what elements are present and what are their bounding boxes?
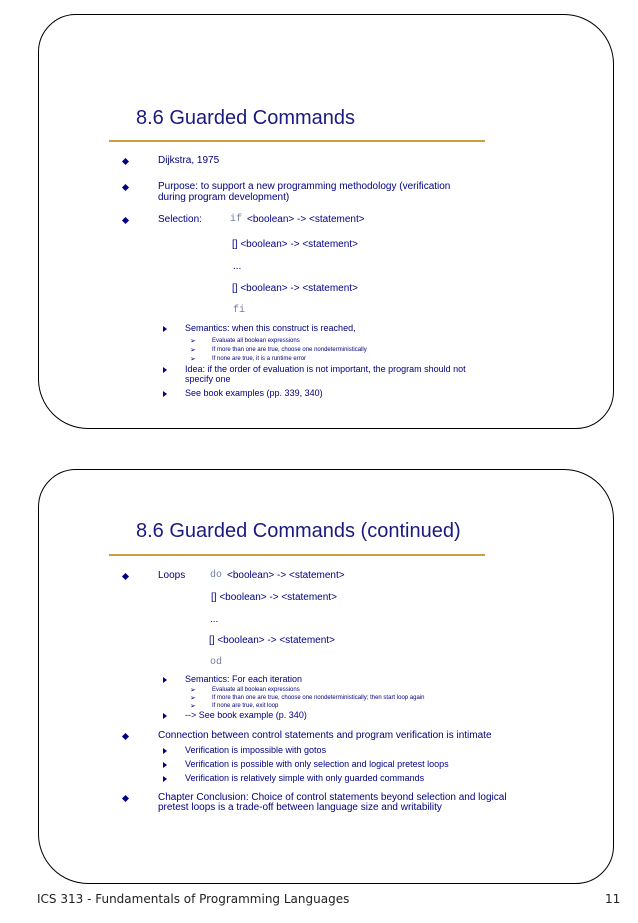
verification-2: Verification is possible with only selection and logical pretest loops [185,759,449,769]
semantics-sub-2: If more than one are true, choose one nondeterministically [212,347,367,353]
title-divider [109,554,485,556]
bullet-purpose-line2: during program development) [158,192,290,203]
idea-line2: specify one [185,374,231,384]
conclusion-line1: Chapter Conclusion: Choice of control statements beyond selection and logical [158,792,507,803]
loop-semantics: Semantics: For each iteration [185,674,303,684]
slide-title: 8.6 Guarded Commands [136,107,356,129]
chevron-bullet-icon: ➢ [190,338,196,345]
page-number: 11 [605,892,621,906]
diamond-bullet-icon [122,733,129,740]
slide-title: 8.6 Guarded Commands (continued) [136,520,461,542]
arrow-bullet-icon [163,713,167,719]
verification-3: Verification is relatively simple with only guarded commands [185,773,425,783]
loop-sem-sub-3: If none are true, exit loop [212,703,279,709]
verification-1: Verification is impossible with gotos [185,745,327,755]
keyword-fi: fi [233,305,246,316]
selection-ellipsis: ... [233,261,242,272]
arrow-bullet-icon [163,762,167,768]
idea-line1: Idea: if the order of evaluation is not important, the program should not [185,364,466,374]
bullet-purpose-line1: Purpose: to support a new programming methodology (verification [158,181,451,192]
connection-text: Connection between control statements and program verification is intimate [158,730,492,741]
loop-ellipsis: ... [210,614,219,625]
diamond-bullet-icon [122,573,129,580]
keyword-od: od [210,657,223,668]
footer-course: ICS 313 - Fundamentals of Programming Languages [37,892,350,906]
keyword-if: if [230,214,243,225]
loop-sem-sub-2: If more than one are true, choose one nondeterministically; then start loop again [212,695,425,701]
loop-sem-sub-1: Evaluate all boolean expressions [212,687,300,693]
diamond-bullet-icon [122,217,129,224]
semantics-sub-3: If none are true, it is a runtime error [212,356,307,362]
chevron-bullet-icon: ➢ [190,356,196,363]
diamond-bullet-icon [122,795,129,802]
semantics-sub-1: Evaluate all boolean expressions [212,338,300,344]
arrow-bullet-icon [163,677,167,683]
chevron-bullet-icon: ➢ [190,703,196,710]
loop-example: --> See book example (p. 340) [185,710,307,720]
slide-1 [38,14,614,429]
diamond-bullet-icon [122,184,129,191]
loop-line-1: <boolean> -> <statement> [227,570,345,581]
examples-text: See book examples (pp. 339, 340) [185,388,323,398]
diamond-bullet-icon [122,158,129,165]
chevron-bullet-icon: ➢ [190,695,196,702]
arrow-bullet-icon [163,326,167,332]
chevron-bullet-icon: ➢ [190,687,196,694]
keyword-do: do [210,570,223,581]
conclusion-line2: pretest loops is a trade-off between language size and writability [158,802,442,813]
bullet-dijkstra: Dijkstra, 1975 [158,155,220,166]
loop-line-2: [] <boolean> -> <statement> [211,592,337,603]
title-divider [109,140,485,142]
selection-line-1: <boolean> -> <statement> [247,214,365,225]
semantics-text: Semantics: when this construct is reached, [185,323,356,333]
arrow-bullet-icon [163,748,167,754]
loops-label: Loops [158,570,186,581]
selection-label: Selection: [158,214,202,225]
selection-line-4: [] <boolean> -> <statement> [232,283,358,294]
arrow-bullet-icon [163,391,167,397]
loop-line-4: [] <boolean> -> <statement> [209,635,335,646]
arrow-bullet-icon [163,367,167,373]
slide-2 [38,469,614,884]
arrow-bullet-icon [163,776,167,782]
chevron-bullet-icon: ➢ [190,347,196,354]
selection-line-2: [] <boolean> -> <statement> [232,239,358,250]
